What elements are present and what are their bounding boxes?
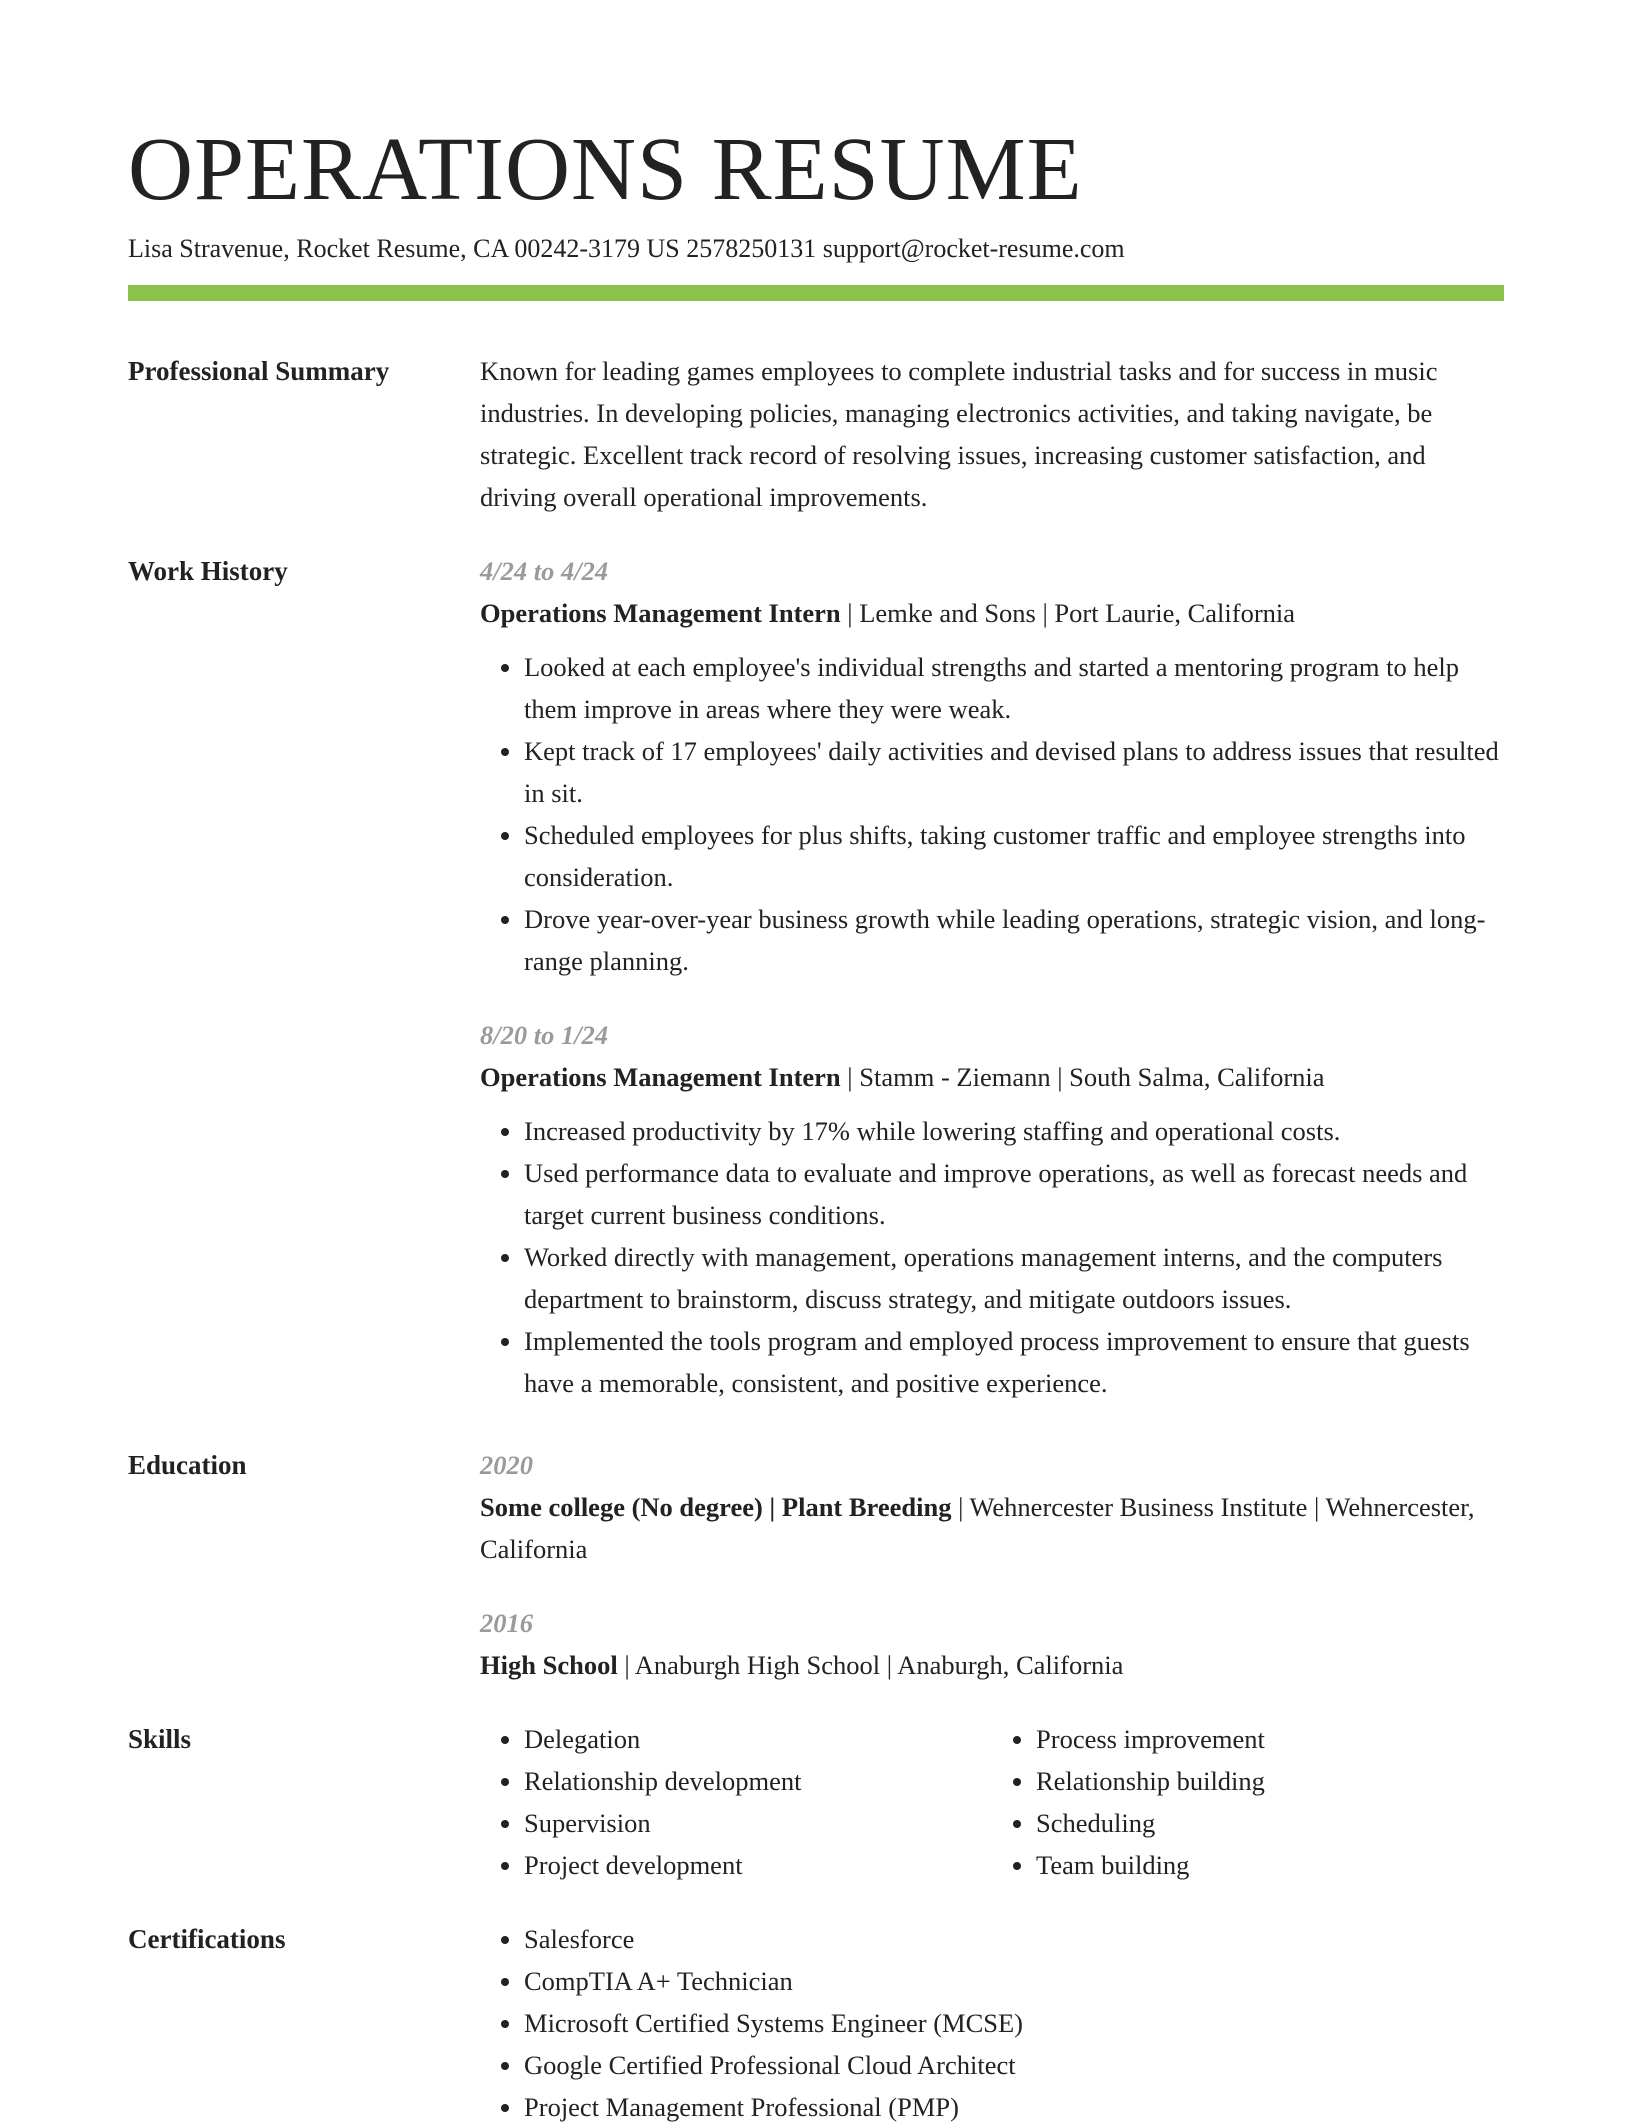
certification-item: • Microsoft Certified Systems Engineer (MCSE) — [524, 2002, 1504, 2044]
education-entry — [480, 1602, 1504, 1686]
job-bullet: • Looked at each employee's individual strengths and started a mentoring program to help them improve in areas where they were weak. — [524, 646, 1504, 730]
skills-list-right — [992, 1718, 1504, 1886]
skill-item: • Delegation — [524, 1718, 992, 1760]
certifications-list — [480, 1918, 1504, 2128]
skill-item: • Scheduling — [1036, 1802, 1504, 1844]
certification-item: • Google Certified Professional Cloud Architect — [524, 2044, 1504, 2086]
job-bullet: • Increased productivity by 17% while lowering staffing and operational costs. — [524, 1110, 1504, 1152]
education-degree: Some college (No degree) | Plant Breeding — [480, 1492, 952, 1522]
job-dates: 8/20 to 1/24 — [480, 1020, 609, 1050]
education-entry — [480, 1444, 1504, 1570]
section-label-skills: Skills — [128, 1724, 192, 1754]
job-title: Operations Management Intern — [480, 1062, 841, 1092]
section-label-certifications: Certifications — [128, 1924, 286, 1954]
skills-list-left — [480, 1718, 992, 1886]
skill-item: • Process improvement — [1036, 1718, 1504, 1760]
job-heading — [480, 1056, 1504, 1098]
skill-item: • Project development — [524, 1844, 992, 1886]
skill-item: • Supervision — [524, 1802, 992, 1844]
work-body — [480, 550, 1504, 1436]
resume-header — [128, 120, 1504, 266]
header-divider — [128, 285, 1504, 301]
summary-text: Known for leading games employees to complete industrial tasks and for success in music industries. In developing policies, managing electronics activities, and taking navigate, be strategic. Excellent track record of resolving issues, increasing customer satisfaction, and driving overall operational improvements. — [480, 356, 1438, 512]
education-year: 2016 — [480, 1608, 533, 1638]
education-heading — [480, 1486, 1504, 1570]
education-details: | Anaburgh High School | Anaburgh, California — [617, 1650, 1124, 1680]
job-bullet: • Implemented the tools program and employed process improvement to ensure that guests have a memorable, consistent, and positive experience. — [524, 1320, 1504, 1404]
job-bullets — [480, 646, 1504, 982]
skill-item: • Relationship building — [1036, 1760, 1504, 1802]
job-bullet: • Used performance data to evaluate and improve operations, as well as forecast needs and target current business conditions. — [524, 1152, 1504, 1236]
skills-body — [480, 1718, 1504, 1886]
job-bullets — [480, 1110, 1504, 1404]
job-bullet: • Worked directly with management, operations management interns, and the computers department to brainstorm, discuss strategy, and mitigate outdoors issues. — [524, 1236, 1504, 1320]
summary-body — [480, 350, 1504, 518]
job-title: Operations Management Intern — [480, 598, 841, 628]
job-bullet: • Scheduled employees for plus shifts, taking customer traffic and employee strengths into consideration. — [524, 814, 1504, 898]
section-label-work: Work History — [128, 556, 288, 586]
section-label-education: Education — [128, 1450, 247, 1480]
education-body — [480, 1444, 1504, 1718]
certifications-body — [480, 1918, 1504, 2128]
job-bullet: • Kept track of 17 employees' daily activities and devised plans to address issues that resulted in sit. — [524, 730, 1504, 814]
job-details: | Lemke and Sons | Port Laurie, California — [840, 598, 1296, 628]
job-dates: 4/24 to 4/24 — [480, 556, 609, 586]
job-entry — [480, 550, 1504, 982]
certification-item: • CompTIA A+ Technician — [524, 1960, 1504, 2002]
job-details: | Stamm - Ziemann | South Salma, California — [840, 1062, 1325, 1092]
certification-item: • Project Management Professional (PMP) — [524, 2086, 1504, 2128]
education-degree: High School — [480, 1650, 618, 1680]
job-heading — [480, 592, 1504, 634]
education-year: 2020 — [480, 1450, 533, 1480]
skill-item: • Team building — [1036, 1844, 1504, 1886]
education-heading — [480, 1644, 1504, 1686]
job-bullet: • Drove year-over-year business growth while leading operations, strategic vision, and long-range planning. — [524, 898, 1504, 982]
skill-item: • Relationship development — [524, 1760, 992, 1802]
certification-item: • Salesforce — [524, 1918, 1504, 1960]
section-label-summary: Professional Summary — [128, 356, 390, 386]
resume-title: OPERATIONS RESUME — [128, 120, 1083, 219]
job-entry — [480, 1014, 1504, 1404]
contact-line: Lisa Stravenue, Rocket Resume, CA 00242-3179 US 2578250131 support@rocket-resume.com — [128, 234, 1125, 263]
education-details: | Wehnercester Business Institute | Wehnercester, California — [480, 1492, 1475, 1564]
